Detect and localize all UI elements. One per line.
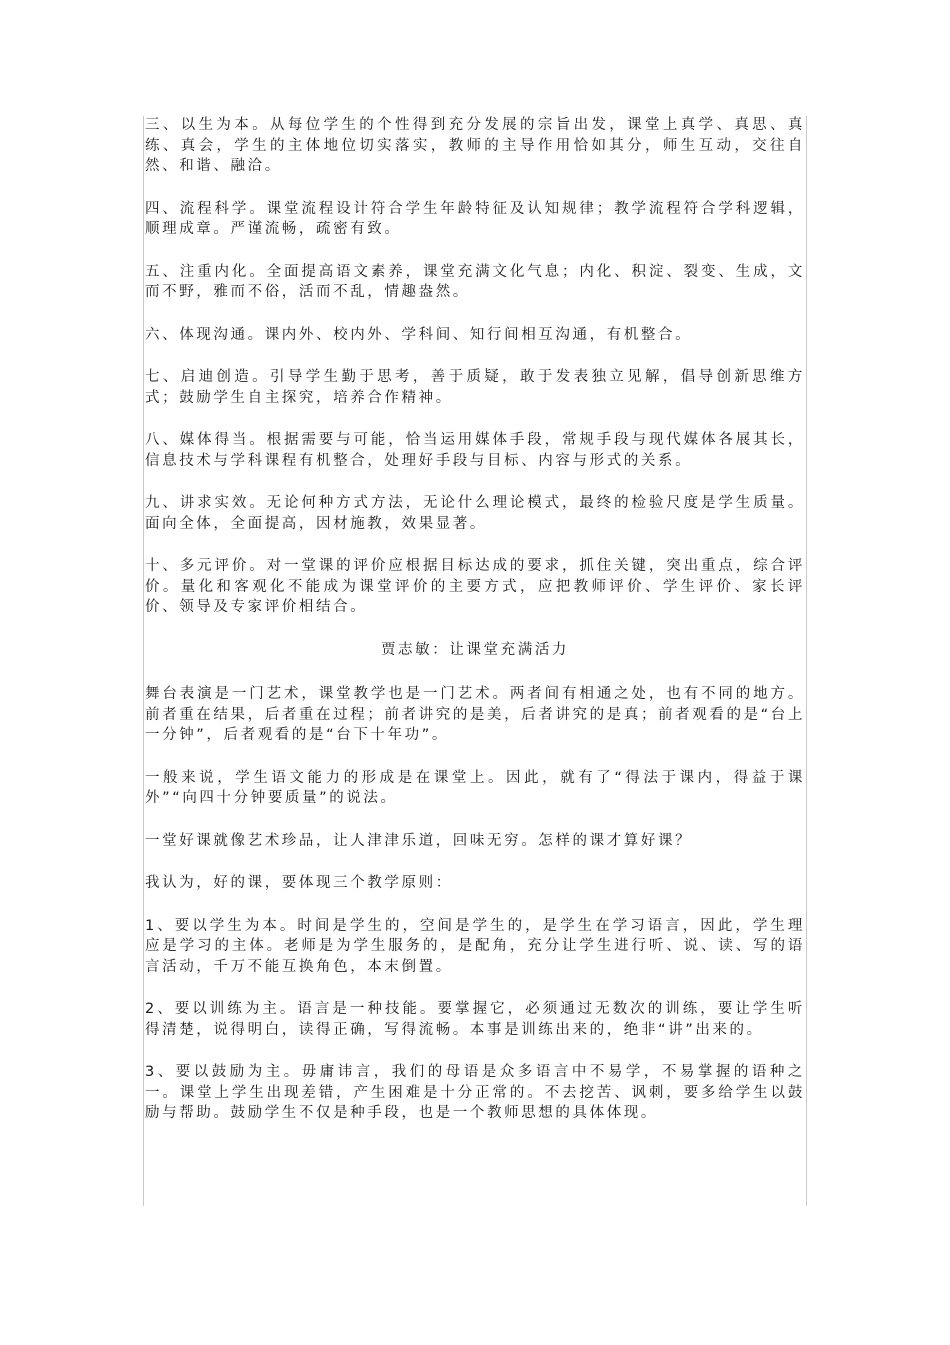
- article-paragraph: 一堂好课就像艺术珍品，让人津津乐道，回味无穷。怎样的课才算好课？: [145, 832, 693, 849]
- principle-3: 三、以生为本。从每位学生的个性得到充分发展的宗旨出发，课堂上真学、真思、真练、真会，学生的主体地位切实落实，教师的主导作用恰如其分，师生互动，交往自然、和谐、融洽。: [145, 117, 805, 174]
- article-paragraph: 我认为，好的课，要体现三个教学原则：: [145, 875, 453, 891]
- principle-10: 十、多元评价。对一堂课的评价应根据目标达成的要求，抓住关键，突出重点，综合评价。量化和客观化不能成为课堂评价的主要方式，应把教师评价、学生评价、家长评价、领导及专家评价相结合。: [145, 558, 805, 615]
- principle-5: 五、注重内化。全面提高语文素养，课堂充满文化气息；内化、积淀、裂变、生成，文而不野，雅而不俗，活而不乱，情趣盎然。: [145, 263, 805, 300]
- right-margin-rule: [806, 116, 807, 1206]
- principle-item-2: 2、要以训练为主。语言是一种技能。要掌握它，必须通过无数次的训练，要让学生听得清楚，说得明白，读得正确，写得流畅。本事是训练出来的，绝非“讲”出来的。: [145, 1001, 805, 1038]
- article-paragraph: 一般来说，学生语文能力的形成是在课堂上。因此，就有了“得法于课内，得益于课外”“向四十分钟要质量”的说法。: [145, 769, 805, 806]
- document-body: [145, 115, 805, 1146]
- principle-7: 七、启迪创造。引导学生勤于思考，善于质疑，敢于发表独立见解，倡导创新思维方式；鼓励学生自主探究，培养合作精神。: [145, 369, 805, 406]
- principle-item-1: 1、要以学生为本。时间是学生的，空间是学生的，是学生在学习语言，因此，学生理应是学习的主体。老师是为学生服务的，是配角，充分让学生进行听、说、读、写的语言活动，千万不能互换角色，本末倒置。: [145, 917, 805, 975]
- principle-4: 四、流程科学。课堂流程设计符合学生年龄特征及认知规律；教学流程符合学科逻辑，顺理成章。严谨流畅，疏密有致。: [145, 200, 805, 237]
- article-paragraph: 舞台表演是一门艺术，课堂教学也是一门艺术。两者间有相通之处，也有不同的地方。前者重在结果，后者重在过程；前者讲究的是美，后者讲究的是真；前者观看的是“台上一分钟”，后者观看的是“台下十年功”。: [145, 686, 805, 743]
- left-margin-rule: [143, 116, 144, 1206]
- principle-item-3: 3、要以鼓励为主。毋庸讳言，我们的母语是众多语言中不易学，不易掌握的语种之一。课堂上学生出现差错，产生困难是十分正常的。不去挖苦、讽刺，要多给学生以鼓励与帮助。鼓励学生不仅是种手段，也是一个教师思想的具体体现。: [145, 1064, 805, 1121]
- principle-6: 六、体现沟通。课内外、校内外、学科间、知行间相互沟通，有机整合。: [145, 326, 693, 343]
- article-title: 贾志敏：让课堂充满活力: [380, 641, 570, 658]
- principle-8: 八、媒体得当。根据需要与可能，恰当运用媒体手段，常规手段与现代媒体各展其长，信息技术与学科课程有机整合，处理好手段与目标、内容与形式的关系。: [145, 432, 805, 469]
- principle-9: 九、讲求实效。无论何种方式方法，无论什么理论模式，最终的检验尺度是学生质量。面向全体，全面提高，因材施教，效果显著。: [145, 495, 805, 532]
